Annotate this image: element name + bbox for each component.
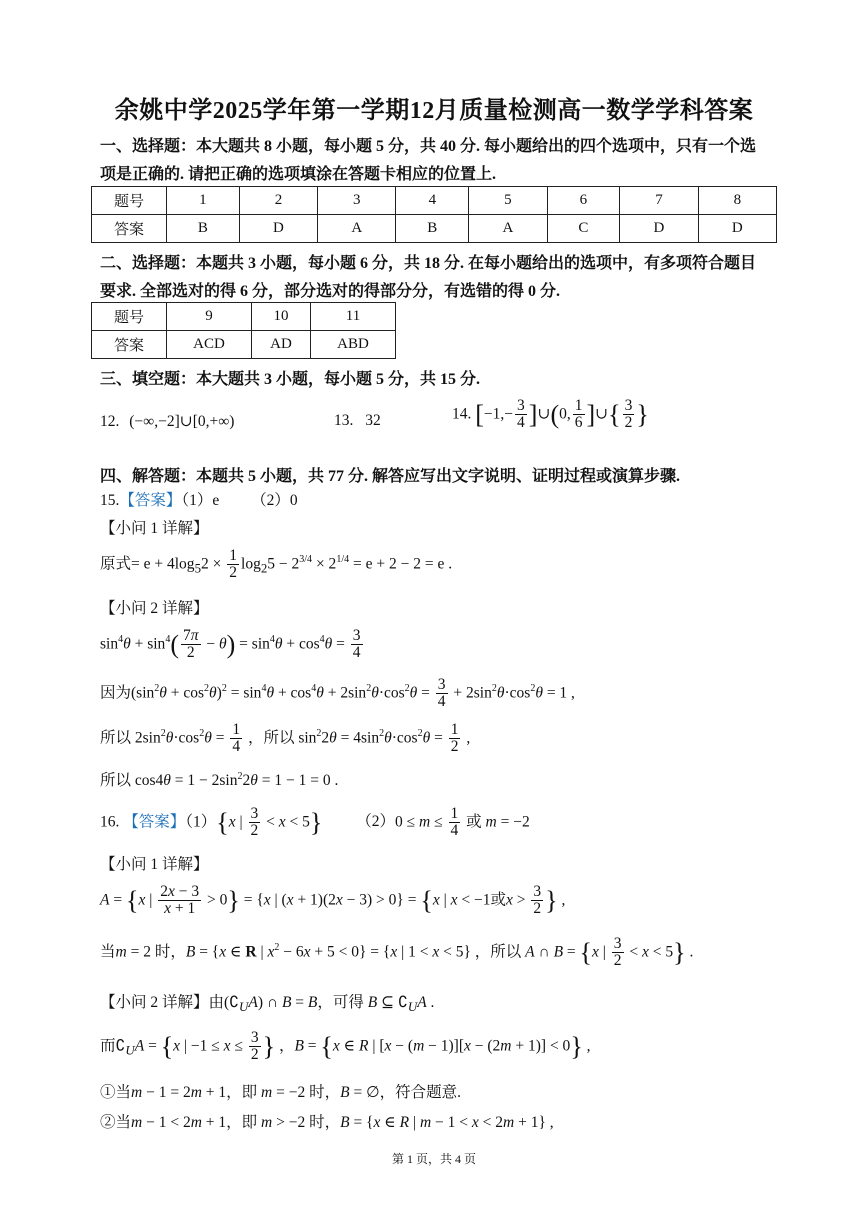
q12-number: 12. — [100, 413, 120, 430]
answer-tag: 【答案】 — [123, 813, 186, 831]
section1-heading-line2: 项是正确的. 请把正确的选项填涂在答题卡相应的位置上. — [100, 166, 497, 183]
question-number: 1 — [167, 187, 240, 215]
answer-cell: AD — [252, 331, 311, 359]
q16-sub1-heading: 【小问 1 详解】 — [100, 856, 209, 873]
table-header-label: 题号 — [92, 187, 167, 215]
table-header-label: 题号 — [92, 303, 167, 331]
q15-answer-line — [100, 488, 298, 510]
q15-part2: （2）0 — [251, 492, 298, 509]
question-number: 10 — [252, 303, 311, 331]
answer-cell: A — [318, 215, 396, 243]
q15-sub2-heading: 【小问 2 详解】 — [100, 600, 209, 617]
section1-answer-table — [91, 186, 777, 243]
answer-cell: A — [469, 215, 547, 243]
q16-case1: ①当m − 1 = 2m + 1，即 m = −2 时，B = ∅，符合题意. — [100, 1084, 461, 1101]
section4-heading: 四、解答题：本题共 5 小题，共 77 分. 解答应写出文字说明、证明过程或演算步骤. — [100, 468, 681, 485]
question-number: 7 — [620, 187, 698, 215]
er-label: 而 — [100, 1037, 116, 1055]
question-number: 6 — [547, 187, 620, 215]
q15-sub2-eq2: 因为$(\sin^2\theta + \cos^2\theta)^2 = \sin^4\theta + \cos^4\theta + 2\sin^2\theta\cdot\cos^2\theta$ = $\frac{3}{4}$ + $2\sin^2\theta\cdot\cos^2\theta = 1$ , — [100, 676, 575, 711]
q16-part1: （1） — [185, 813, 217, 831]
table-answer-label: 答案 — [92, 331, 167, 359]
section3-heading: 三、填空题：本大题共 3 小题，每小题 5 分，共 15 分. — [100, 371, 481, 388]
q13-number: 13. — [334, 412, 354, 429]
q16-case2: ②当m − 1 < 2m + 1，即 m > −2 时，B = {x ∈ R | m − 1 < x < 2m + 1} , — [100, 1114, 554, 1131]
answer-cell: B — [396, 215, 469, 243]
answer-cell: ACD — [167, 331, 252, 359]
question-number: 5 — [469, 187, 547, 215]
q16-sub1-setA: A = {x | $\frac{2x - 3}{x + 1}$ > 0} = {x | (x + 1)(2x − 3) > 0} = {x | x < −1或x > $\frac{3}{2}$ } , — [100, 883, 566, 918]
q12-answer — [100, 412, 234, 431]
answer-cell: D — [698, 215, 776, 243]
q12-value: (−∞,−2]∪[0,+∞) — [129, 413, 235, 430]
q16-sub1-setB: 当m = 2 时，B = {x ∈ R | $x^2 - 6x + 5 < 0\} = \{x$ | 1 < x < 5} ，所以 A ∩ B = {x | $\frac{3}{2}$ < x < 5} . — [100, 935, 694, 970]
section2-heading-line1: 二、选择题：本题共 3 小题，每小题 6 分，共 18 分. 在每小题给出的选项中，有多项符合题目 — [100, 255, 757, 272]
q14-number: 14. — [452, 405, 472, 423]
answer-cell: B — [167, 215, 240, 243]
q15-sub2-eq3: 所以 $2\sin^2\theta\cdot\cos^2\theta$ = $\frac{1}{4}$ ，所以 $\sin^22\theta = 4\sin^2\theta\cdot\cos^2\theta$ = $\frac{1}{2}$ , — [100, 721, 471, 756]
q15-sub1-calc: 原式= $e + 4\log_52$ × $\frac{1}{2}$ $\log_25 - 2^{3/4} \times 2^{1/4} = e + 2 - 2 = e$ . — [100, 547, 453, 582]
answer-cell: C — [547, 215, 620, 243]
q16-part2: （2） — [356, 813, 396, 831]
question-number: 9 — [167, 303, 252, 331]
q15-sub2-eq1: $\sin^4\theta + \sin^4$( $\frac{7\pi}{2}$ − $\theta) = \sin^4\theta + \cos^4\theta$ = $\frac{3}{4}$ — [100, 627, 361, 662]
q16-number: 16. — [100, 813, 120, 831]
dang-label: 当 — [100, 943, 116, 961]
q13-answer — [334, 412, 381, 430]
question-number: 4 — [396, 187, 469, 215]
q15-part1: （1）e — [181, 492, 220, 509]
answer-cell: ABD — [310, 331, 395, 359]
section2-answer-table — [91, 302, 396, 359]
page-footer: 第 1 页，共 4 页 — [391, 1152, 476, 1166]
section1-heading-line1: 一、选择题：本大题共 8 小题，每小题 5 分，共 40 分. 每小题给出的四个选项中，只有一个选 — [100, 138, 757, 155]
page-title: 余姚中学2025学年第一学期12月质量检测高一数学学科答案 — [114, 98, 754, 124]
q16-sub2-line1: 【小问 2 详解】由$(∁_UA)$ ∩ B = B，可得 B ⊆ $∁_UA$ . — [100, 994, 435, 1015]
q16-sub2-line2: 而$∁_UA = \{x$ | −1 ≤ x ≤ $\frac{3}{2}$ } ，B = {x ∈ R | [x − (m − 1)][x − (2m + 1)] < 0} , — [100, 1029, 591, 1064]
answer-cell: D — [239, 215, 317, 243]
case1-label: ①当 — [100, 1084, 132, 1101]
q16-sub2-heading: 【小问 2 详解】由 — [100, 994, 225, 1011]
table-answer-label: 答案 — [92, 215, 167, 243]
q15-sub1-heading: 【小问 1 详解】 — [100, 520, 209, 537]
ke-de-text: ，可得 — [317, 994, 364, 1011]
case1-end: ，符合题意. — [379, 1084, 461, 1101]
answer-cell: D — [620, 215, 698, 243]
q16-answer-line: 16. 【答案】（1）{x | $\frac{3}{2}$ < x < 5} （2）0 ≤ m ≤ $\frac{1}{4}$ 或 m = −2 — [100, 805, 530, 840]
yinwei-label: 因为 — [100, 684, 132, 702]
suoyi-label: 所以 — [100, 729, 132, 747]
answer-tag: 【答案】 — [119, 492, 182, 509]
question-number: 8 — [698, 187, 776, 215]
q13-value: 32 — [365, 412, 381, 429]
question-number: 2 — [239, 187, 317, 215]
q15-number: 15. — [100, 492, 120, 509]
case1-mid: ，即 — [226, 1084, 258, 1101]
question-number: 3 — [318, 187, 396, 215]
q15-sub2-eq4: 所以 $\cos 4\theta = 1 - 2\sin^22\theta = 1 - 1 = 0$ . — [100, 770, 339, 789]
case2-label: ②当 — [100, 1114, 132, 1131]
yuanshi-label: 原式 — [100, 555, 132, 573]
q14-answer: 14. [−1,− $\frac{3}{4}$ ]∪(0, $\frac{1}{6}$ ]∪{ $\frac{3}{2}$ } — [452, 397, 649, 432]
section2-heading-line2: 要求. 全部选对的得 6 分，部分选对的得部分分，有选错的得 0 分. — [100, 283, 561, 300]
question-number: 11 — [310, 303, 395, 331]
